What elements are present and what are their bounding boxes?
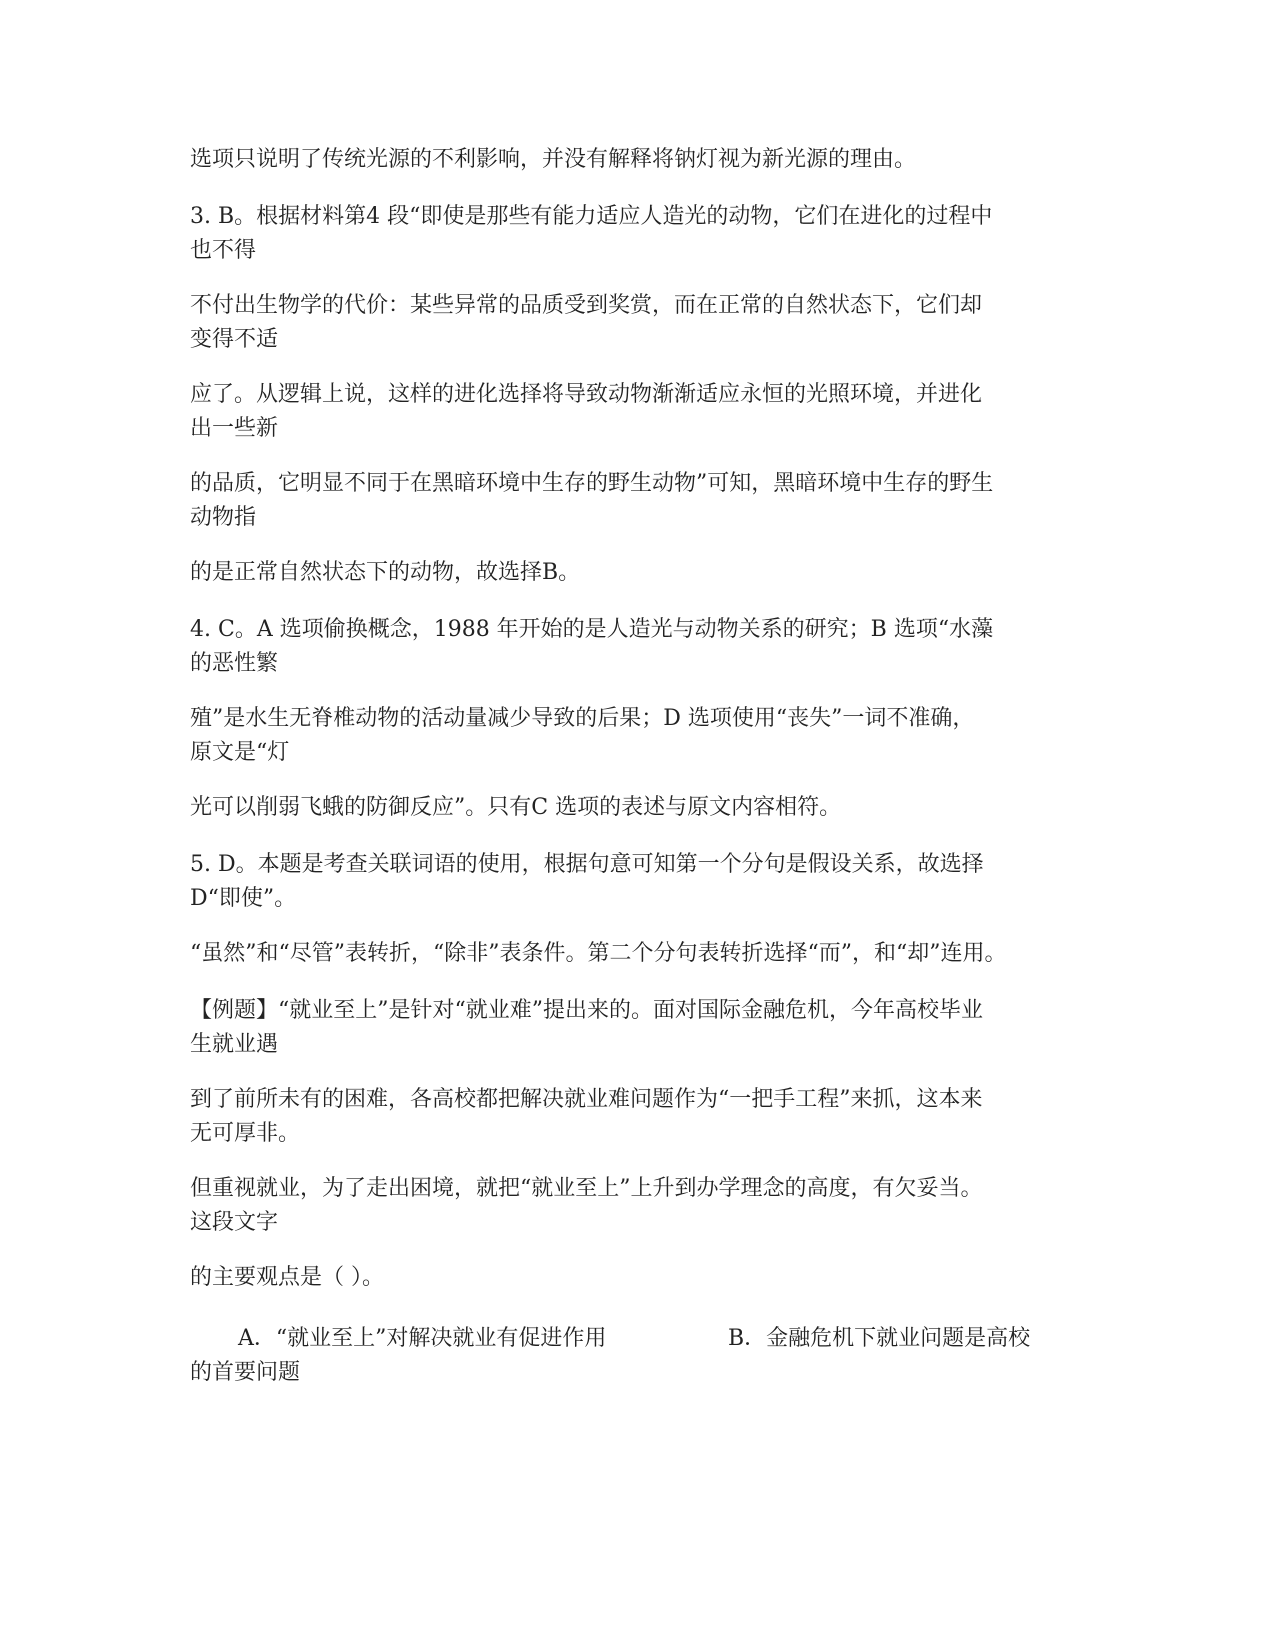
line: 5. D。本题是考查关联词语的使用，根据句意可知第一个分句是假设关系，故选择 xyxy=(190,852,984,877)
line: 变得不适 xyxy=(190,327,279,352)
line: 这段文字 xyxy=(190,1210,279,1235)
line: 无可厚非。 xyxy=(190,1121,301,1146)
paragraph-1 xyxy=(190,143,1090,177)
paragraph-11 xyxy=(190,937,1090,971)
line: 到了前所未有的困难，各高校都把解决就业难问题作为“一把手工程”来抓，这本来 xyxy=(190,1087,983,1112)
paragraph-6 xyxy=(190,556,1090,590)
paragraph-3 xyxy=(190,289,1090,357)
line: 的品质，它明显不同于在黑暗环境中生存的野生动物”可知，黑暗环境中生存的野生 xyxy=(190,471,994,496)
line: 【例题】“就业至上”是针对“就业难”提出来的。面对国际金融危机，今年高校毕业 xyxy=(190,998,983,1023)
line: 光可以削弱飞蛾的防御反应”。只有C 选项的表述与原文内容相符。 xyxy=(190,795,842,820)
line: “虽然”和“尽管”表转折，“除非”表条件。第二个分句表转折选择“而”，和“却”连用。 xyxy=(190,941,1007,966)
line: 3. B。根据材料第4 段“即使是那些有能力适应人造光的动物，它们在进化的过程中 xyxy=(190,204,993,229)
line: D“即使”。 xyxy=(190,886,297,911)
paragraph-answer-5 xyxy=(190,848,1090,916)
line: 也不得 xyxy=(190,238,257,263)
line: 的主要观点是（ ）。 xyxy=(190,1265,384,1290)
line: 应了。从逻辑上说，这样的进化选择将导致动物渐渐适应永恒的光照环境，并进化 xyxy=(190,382,983,407)
paragraph-answer-3 xyxy=(190,200,1090,268)
line: 动物指 xyxy=(190,505,257,530)
line: 出一些新 xyxy=(190,416,279,441)
line: 4. C。A 选项偷换概念，1988 年开始的是人造光与动物关系的研究；B 选项“水藻 xyxy=(190,617,994,642)
line: 原文是“灯 xyxy=(190,740,290,765)
option-b: B．金融危机下就业问题是高校 xyxy=(728,1326,1031,1351)
line: 的是正常自然状态下的动物，故选择B。 xyxy=(190,560,581,585)
line: 选项只说明了传统光源的不利影响，并没有解释将钠灯视为新光源的理由。 xyxy=(190,147,917,172)
line: 但重视就业，为了走出困境，就把“就业至上”上升到办学理念的高度，有欠妥当。 xyxy=(190,1176,983,1201)
paragraph-5 xyxy=(190,467,1090,535)
option-b-continuation: 的首要问题 xyxy=(190,1360,301,1385)
line: 生就业遇 xyxy=(190,1032,279,1057)
paragraph-13 xyxy=(190,1083,1090,1151)
paragraph-4 xyxy=(190,378,1090,446)
paragraph-answer-4 xyxy=(190,613,1090,681)
answer-options xyxy=(190,1322,1090,1390)
paragraph-9 xyxy=(190,791,1090,825)
line: 殖”是水生无脊椎动物的活动量减少导致的后果；D 选项使用“丧失”一词不准确， xyxy=(190,706,975,731)
paragraph-8 xyxy=(190,702,1090,770)
line: 的恶性繁 xyxy=(190,651,279,676)
question-stem xyxy=(190,1261,1090,1295)
paragraph-14 xyxy=(190,1172,1090,1240)
option-a: A．“就业至上”对解决就业有促进作用 xyxy=(238,1326,607,1351)
line: 不付出生物学的代价：某些异常的品质受到奖赏，而在正常的自然状态下，它们却 xyxy=(190,293,983,318)
paragraph-example xyxy=(190,994,1090,1062)
